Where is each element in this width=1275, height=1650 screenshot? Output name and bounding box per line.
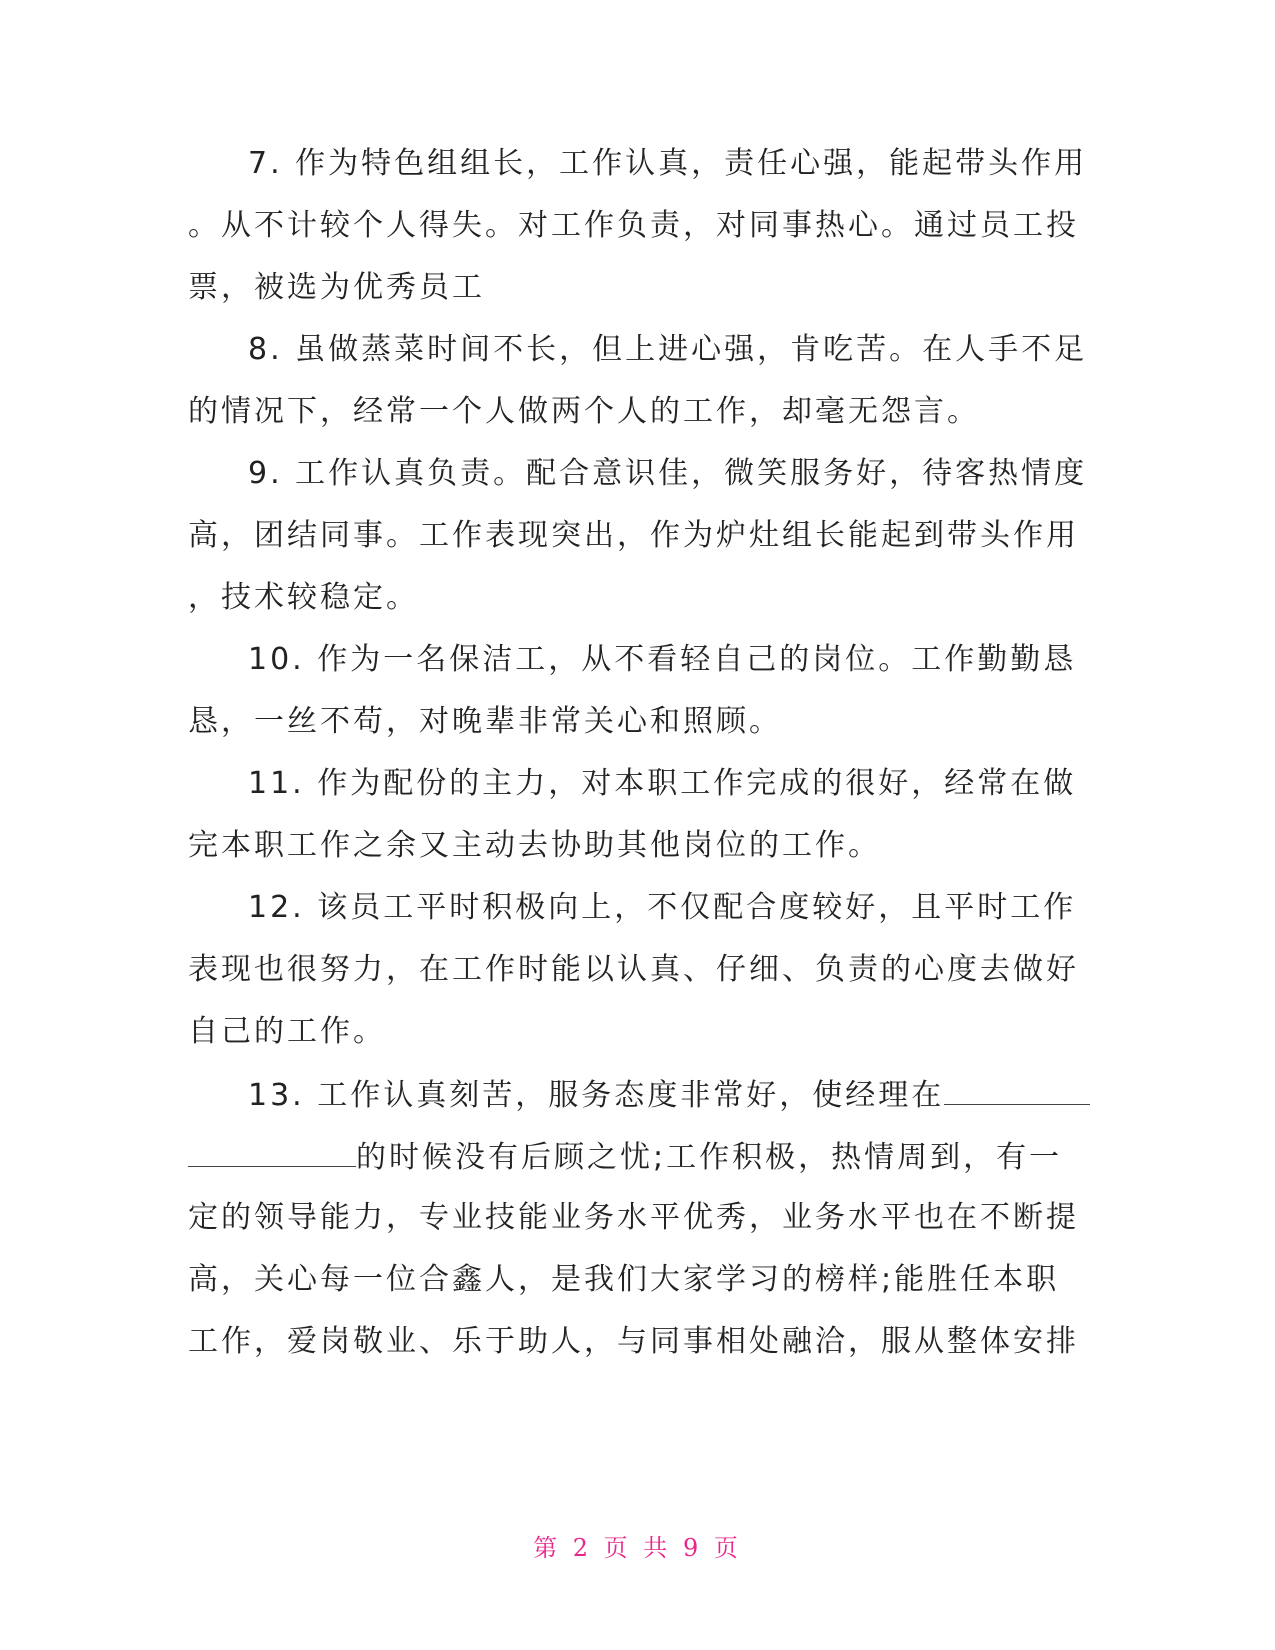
text-line: 。从不计较个人得失。对工作负责，对同事热心。通过员工投 (188, 208, 1079, 243)
text-line: 自己的工作。 (188, 1014, 386, 1049)
text-line: 恳，一丝不苟，对晚辈非常关心和照顾。 (188, 704, 782, 739)
text-line: 9. 工作认真负责。配合意识佳，微笑服务好，待客热情度 (248, 456, 1088, 491)
fill-in-blank (944, 1076, 1090, 1105)
text-segment: 13. 工作认真刻苦，服务态度非常好，使经理在 (248, 1078, 945, 1113)
page-number-footer: 第 2 页 共 9 页 (533, 1534, 742, 1562)
fill-in-blank (188, 1138, 356, 1167)
text-line: 高，团结同事。工作表现突出，作为炉灶组长能起到带头作用 (188, 518, 1079, 553)
text-line-with-blank (188, 1138, 1062, 1176)
text-line: 定的领导能力，专业技能业务水平优秀，业务水平也在不断提 (188, 1200, 1079, 1235)
text-line: 表现也很努力，在工作时能以认真、仔细、负责的心度去做好 (188, 952, 1079, 987)
text-line: ，技术较稳定。 (188, 580, 419, 615)
text-line: 7. 作为特色组组长，工作认真，责任心强，能起带头作用 (248, 146, 1088, 181)
text-line: 的情况下，经常一个人做两个人的工作，却毫无怨言。 (188, 394, 980, 429)
text-line: 完本职工作之余又主动去协助其他岗位的工作。 (188, 828, 881, 863)
text-segment: 的时候没有后顾之忧;工作积极，热情周到，有一 (356, 1140, 1063, 1175)
text-line-with-blank (248, 1076, 1090, 1114)
text-line: 11. 作为配份的主力，对本职工作完成的很好，经常在做 (248, 766, 1077, 801)
text-line: 12. 该员工平时积极向上，不仅配合度较好，且平时工作 (248, 890, 1077, 925)
text-line: 工作，爱岗敬业、乐于助人，与同事相处融洽，服从整体安排 (188, 1324, 1079, 1359)
text-line: 8. 虽做蒸菜时间不长，但上进心强，肯吃苦。在人手不足 (248, 332, 1088, 367)
text-line: 10. 作为一名保洁工，从不看轻自己的岗位。工作勤勤恳 (248, 642, 1077, 677)
text-line: 高，关心每一位合鑫人，是我们大家学习的榜样;能胜任本职 (188, 1262, 1060, 1297)
text-line: 票，被选为优秀员工 (188, 270, 485, 305)
